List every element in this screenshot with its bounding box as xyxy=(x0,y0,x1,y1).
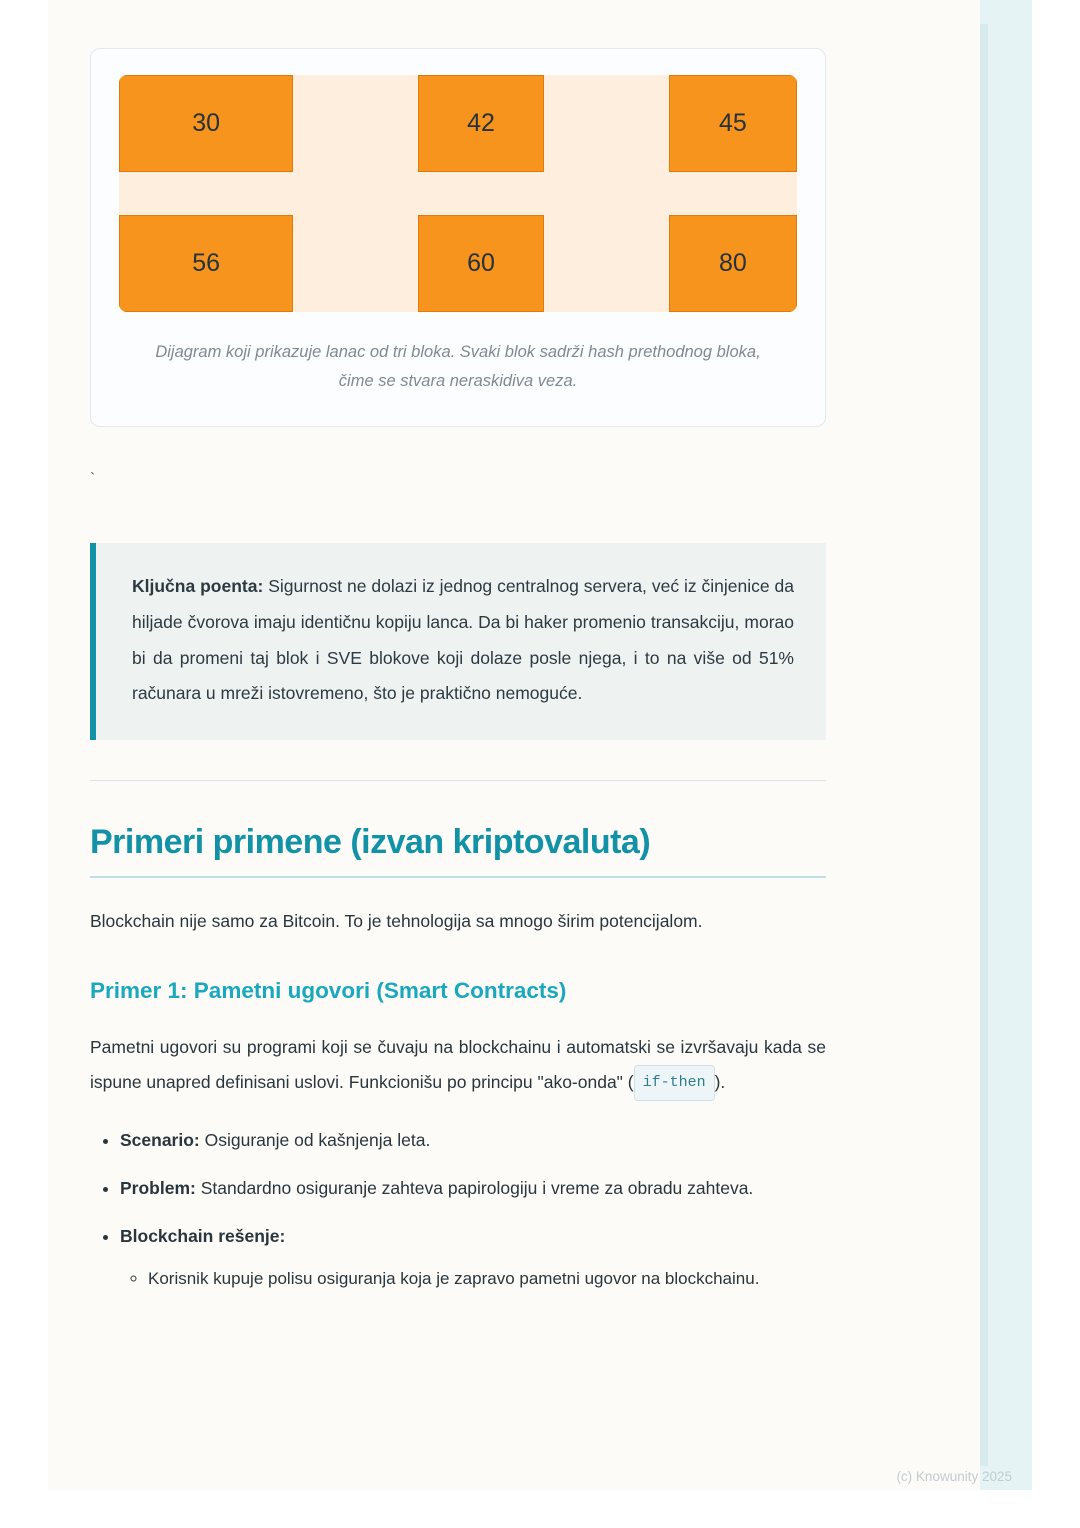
inline-code-token: if-then xyxy=(634,1065,715,1100)
figure-card xyxy=(90,48,826,427)
block-cell: 60 xyxy=(418,215,543,312)
subsection-heading: Primer 1: Pametni ugovori (Smart Contracts) xyxy=(90,978,567,1004)
page-right-margin xyxy=(1032,0,1080,1528)
block-chain-diagram xyxy=(119,75,797,312)
footer-credit: (c) Knowunity 2025 xyxy=(896,1469,1012,1484)
block-cell: 42 xyxy=(418,75,543,172)
paragraph-text-part1: Pametni ugovori su programi koji se čuvaju na blockchainu i automatski se izvršavaju kada se ispune unapred definisani uslovi. Funkcionišu po principu "ako-onda" ( xyxy=(90,1037,826,1092)
block-cell: 56 xyxy=(119,215,293,312)
list-item xyxy=(120,1171,826,1205)
block-gap xyxy=(544,75,669,172)
block-gap xyxy=(293,75,418,172)
list-item-label: Problem: xyxy=(120,1177,196,1198)
paragraph-text-part2: ). xyxy=(714,1071,726,1092)
list-item-text: Standardno osiguranje zahteva papirologiju i vreme za obradu zahteva. xyxy=(195,1177,754,1198)
section-heading: Primeri primene (izvan kriptovaluta) xyxy=(90,823,651,862)
block-gap xyxy=(544,215,669,312)
list-item xyxy=(120,1123,826,1157)
section-intro-paragraph: Blockchain nije samo za Bitcoin. To je tehnologija sa mnogo širim potencijalom. xyxy=(90,911,703,932)
list-item-text: Osiguranje od kašnjenja leta. xyxy=(199,1129,431,1150)
block-cell: 45 xyxy=(669,75,797,172)
subsection-paragraph xyxy=(90,1030,826,1100)
callout-paragraph xyxy=(132,569,794,713)
block-row-bottom xyxy=(119,215,797,312)
block-row-top xyxy=(119,75,797,172)
sub-bullet-list xyxy=(120,1263,826,1295)
list-item-label: Scenario: xyxy=(120,1129,200,1150)
figure-caption: Dijagram koji prikazuje lanac od tri bloka. Svaki blok sadrži hash prethodnog bloka, čime se stvara neraskidiva veza. xyxy=(155,343,761,390)
callout-label: Ključna poenta: xyxy=(132,575,264,596)
block-gap xyxy=(293,215,418,312)
key-point-callout xyxy=(90,543,826,741)
section-divider xyxy=(90,780,826,781)
bullet-list xyxy=(90,1123,826,1296)
document-content xyxy=(90,0,826,1309)
page-side-strip-inner xyxy=(980,24,988,1466)
stray-backtick: ` xyxy=(90,470,96,488)
list-item-label: Blockchain rešenje: xyxy=(120,1225,286,1246)
block-cell: 30 xyxy=(119,75,293,172)
block-cell: 80 xyxy=(669,215,797,312)
list-item xyxy=(120,1219,826,1295)
sub-list-item: ◦ Korisnik kupuje polisu osiguranja koja je zapravo pametni ugovor na blockchainu. xyxy=(148,1263,826,1295)
section-heading-rule xyxy=(90,876,826,878)
callout-text: Sigurnost ne dolazi iz jednog centralnog servera, već iz činjenice da hiljade čvorova imaju identičnu kopiju lanca. Da bi haker promenio transakciju, morao bi da promeni taj blok i SVE blokove koji dolaze posle njega, i to na više od 51% računara u mreži istovremeno, što je praktično nemoguće. xyxy=(132,575,794,704)
